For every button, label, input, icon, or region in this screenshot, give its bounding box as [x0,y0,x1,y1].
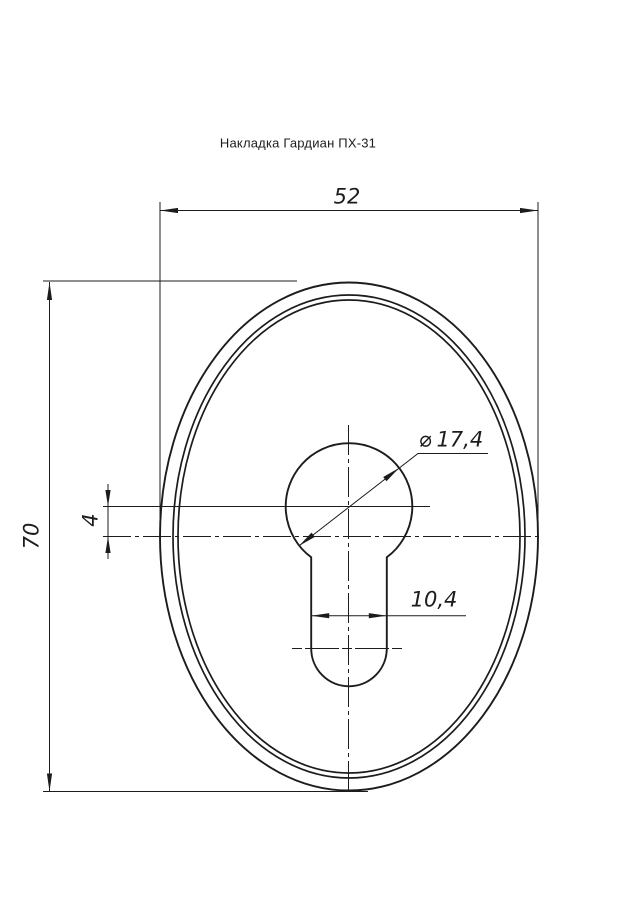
dim-70-arrow-bottom [47,774,52,792]
dim-52-arrow-right [520,208,538,213]
diameter-value: 17,4 [436,427,484,452]
diameter-symbol-icon: ⌀ [418,427,432,452]
dim-diameter-arrow-upper [383,468,399,481]
dim-10-4-arrow-left [311,613,329,618]
dim-10-4-arrow-right [369,613,387,618]
dim-4-arrow-top [105,490,110,507]
dim-70-arrow-top [47,282,52,300]
dim-diameter-arrow-lower [299,533,315,546]
dim-label-slot-width: 10,4 [410,587,458,612]
dimension-10-4 [311,613,466,618]
drawing-title: Накладка Гардиан ПХ-31 [219,135,377,151]
dim-label-keyhole-offset: 4 [78,513,103,527]
dim-label-keyhole-diameter [418,427,484,452]
dim-label-plate-height: 70 [19,522,44,550]
dimension-4 [105,484,110,559]
dimension-diameter-17-4 [299,454,488,546]
dim-label-plate-width: 52 [333,184,361,209]
dim-52-arrow-left [160,208,178,213]
dim-4-arrow-bottom [105,537,110,554]
dim-diameter-leader [299,454,488,546]
